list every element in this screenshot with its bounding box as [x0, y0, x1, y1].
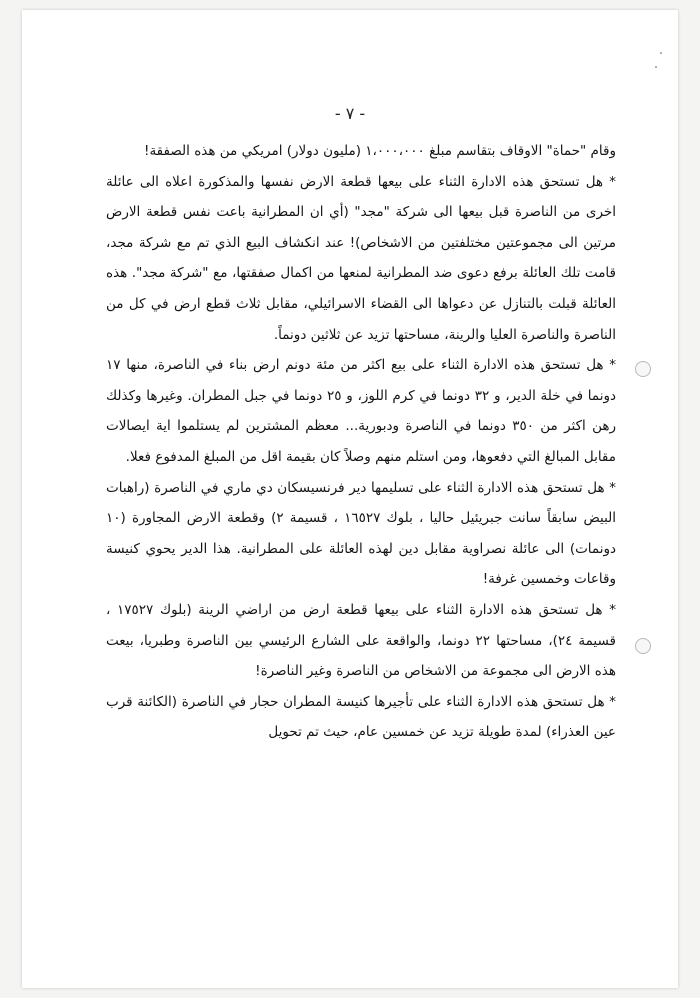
bullet-marker: *	[609, 693, 616, 710]
page-number: - ٧ -	[334, 104, 366, 123]
bullet-paragraph	[106, 167, 616, 351]
paragraph	[106, 136, 616, 167]
paper-speck	[655, 66, 657, 68]
document-body	[106, 136, 616, 748]
paragraph-text: هل تستحق هذه الادارة الثناء على بيعها قطعة الارض نفسها والمذكورة اعلاه الى عائلة اخرى من الناصرة قبل بيعها الى شركة "مجد" (أي ان المطرانية باعت نفس قطعة الارض مرتين الى مجموعتين مختلفتين من الاشخاص)! عند انكشاف البيع الذي تم مع شركة مجد، قامت تلك العائلة برفع دعوى ضد المطرانية لمنعها من اكمال صفقتها، مع "شركة مجد". هذه العائلة قبلت بالتنازل عن دعواها الى القضاء الاسرائيلي، مقابل ثلاث قطع ارض في كل من الناصرة والناصرة العليا والرينة، مساحتها تزيد عن ثلاثين دونماً.	[106, 173, 616, 343]
punch-hole	[635, 638, 651, 654]
bullet-marker: *	[609, 357, 616, 374]
punch-hole	[635, 361, 651, 377]
paragraph-text: هل تستحق هذه الادارة الثناء على بيع اكثر من مئة دونم ارض بناء في الناصرة، منها ١٧ دونما في خلة الدير، و ٣٢ دونما في كرم اللوز، و ٢٥ دونما في جبل المطران. وغيرها وكذلك رهن اكثر من ٣٥٠ دونما في الناصرة ودبورية... معظم المشترين لم يستلموا اية ايصالات مقابل المبالغ التي دفعوها، ومن استلم منهم وصلاً كان بقيمة اقل من المبلغ المدفوع فعلا.	[106, 357, 616, 465]
bullet-paragraph	[106, 473, 616, 595]
bullet-marker: *	[609, 479, 616, 496]
bullet-paragraph	[106, 350, 616, 472]
paragraph-text: هل تستحق هذه الادارة الثناء على تسليمها دير فرنسيسكان دي ماري في الناصرة (راهبات البيض سابقاً سانت جبريئيل حاليا ، بلوك ١٦٥٢٧ ، قسيمة ٢) وقطعة الارض المجاورة (١٠ دونمات) الى عائلة نصراوية مقابل دين لهذه العائلة على المطرانية. هذا الدير يحوي كنيسة وقاعات وخمسين غرفة!	[106, 479, 617, 588]
bullet-paragraph	[106, 687, 616, 748]
paragraph-text: هل تستحق هذه الادارة الثناء على بيعها قطعة ارض من اراضي الرينة (بلوك ١٧٥٢٧ ، قسيمة ٢٤)، مساحتها ٢٢ دونما، والواقعة على الشارع الرئيسي بين الناصرة وطبريا، بيعت هذه الارض الى مجموعة من الاشخاص من الناصرة وغير الناصرة!	[106, 601, 616, 680]
bullet-paragraph	[106, 595, 616, 687]
bullet-marker: *	[609, 173, 616, 190]
paragraph-text: هل تستحق هذه الادارة الثناء على تأجيرها كنيسة المطران حجار في الناصرة (الكائنة قرب عين العذراء) لمدة طويلة تزيد عن خمسين عام، حيث تم تحويل	[106, 693, 616, 741]
bullet-marker: *	[609, 601, 617, 618]
paragraph-text: وقام "حماة" الاوقاف بتقاسم مبلغ ١،٠٠٠،٠٠٠ (مليون دولار) امريكي من هذه الصفقة!	[144, 143, 616, 159]
paper-speck	[660, 52, 662, 54]
